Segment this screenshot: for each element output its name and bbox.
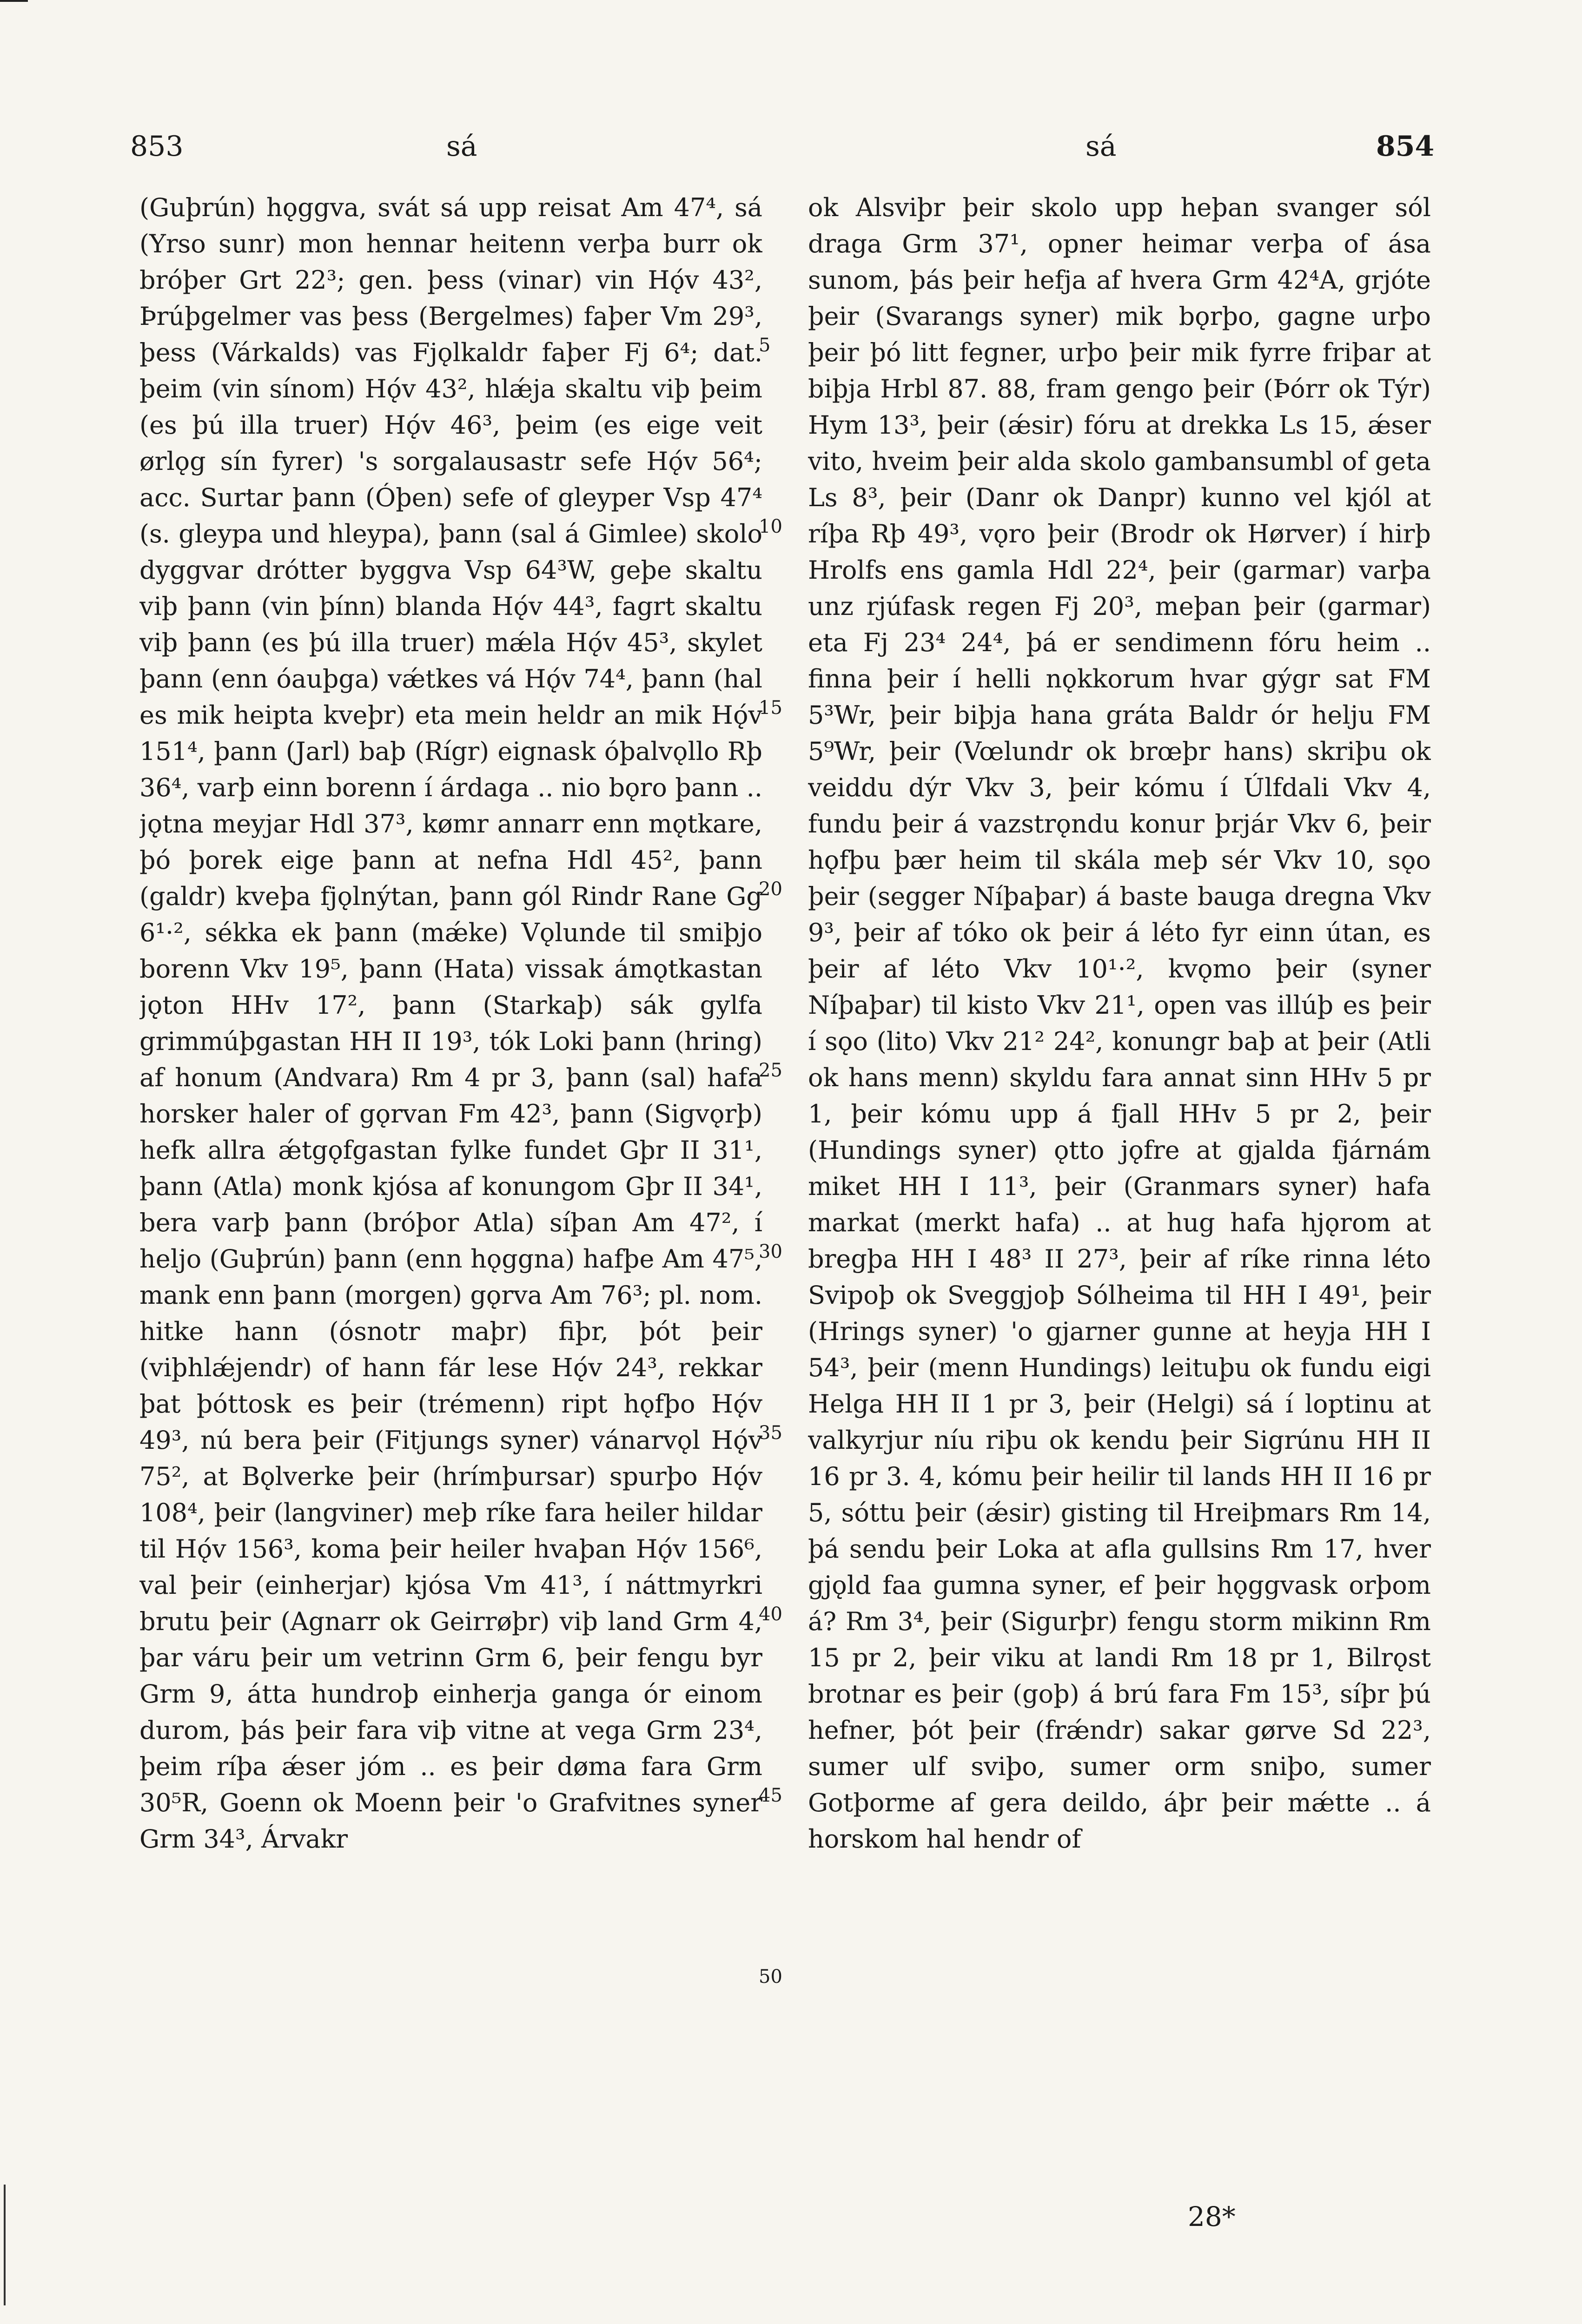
line-number: 15 [759, 697, 782, 719]
left-column-text: (Guþrún) hǫggva, svát sá upp reisat Am 47⁴, sá (Yrso sunr) mon hennar heitenn verþa burr ok bróþer Grt 22³; gen. þess (vinar) vin Hǫ́v 43², Þrúþgelmer vas þess (Bergelmes) faþer Vm 29³, þess (Várkalds) vas Fjǫlkaldr faþer Fj 6⁴; dat. þeim (vin sínom) Hǫ́v 43², hlǽja skaltu viþ þeim (es þú illa truer) Hǫ́v 46³, þeim (es eige veit ørlǫg sín fyrer) 's sorgalausastr sefe Hǫ́v 56⁴; acc. Surtar þann (Óþen) sefe of gleyper Vsp 47⁴ (s. gleypa und hleypa), þann (sal á Gimlee) skolo dyggvar drótter byggva Vsp 64³W, geþe skaltu viþ þann (vin þínn) blanda Hǫ́v 44³, fagrt skaltu viþ þann (es þú illa truer) mǽla Hǫ́v 45³, skylet þann (enn óauþga) vǽtkes vá Hǫ́v 74⁴, þann (hal es mik heipta kveþr) eta mein heldr an mik Hǫ́v 151⁴, þann (Jarl) baþ (Rígr) eignask óþalvǫllo Rþ 36⁴, varþ einn borenn í árdaga .. nio bǫro þann .. jǫtna meyjar Hdl 37³, kømr annarr enn mǫtkare, þó þorek eige þann at nefna Hdl 45², þann (galdr) kveþa fjǫlnýtan, þann gól Rindr Rane Gg 6¹·², sékka ek þann (mǽke) Vǫlunde til smiþjo borenn Vkv 19⁵, þann (Hata) vissak ámǫtkastan jǫton HHv 17², þann (Starkaþ) sák gylfa grimmúþgastan HH II 19³, tók Loki þann (hring) af honum (Andvara) Rm 4 pr 3, þann (sal) hafa horsker haler of gǫrvan Fm 42³, þann (Sigvǫrþ) hefk allra ǽtgǫfgastan fylke fundet Gþr II 31¹, þann (Atla) monk kjósa af konungom Gþr II 34¹, bera varþ þann (bróþor Atla) síþan Am 47², í heljo (Guþrún) þann (enn hǫggna) hafþe Am 47⁵, mank enn þann (morgen) gǫrva Am 76³; pl. nom. hitke hann (ósnotr maþr) fiþr, þót þeir (viþhlǽjendr) of hann fár lese Hǫ́v 24³, rekkar þat þóttosk es þeir (trémenn) ript hǫfþo Hǫ́v 49³, nú bera þeir (Fitjungs syner) vánarvǫl Hǫ́v 75², at Bǫlverke þeir (hrímþursar) spurþo Hǫ́v 108⁴, þeir (langviner) meþ ríke fara heiler hildar til Hǫ́v 156³, koma þeir heiler hvaþan Hǫ́v 156⁶, val þeir (einherjar) kjósa Vm 41³, í náttmyrkri brutu þeir (Agnarr ok Geirrøþr) viþ land Grm 4, þar váru þeir um vetrinn Grm 6, þeir fengu byr Grm 9, átta hundroþ einherja ganga ór einom durom, þás þeir fara viþ vitne at vega Grm 23⁴, þeim ríþa ǽser jóm .. es þeir døma fara Grm 30⁵R, Goenn ok Moenn þeir 'o Grafvitnes syner Grm 34³, Árvakr [139, 193, 762, 1854]
right-column-text: ok Alsviþr þeir skolo upp heþan svanger sól draga Grm 37¹, opner heimar verþa of ása sunom, þás þeir hefja af hvera Grm 42⁴A, grjóte þeir (Svarangs syner) mik bǫrþo, gagne urþo þeir þó litt fegner, urþo þeir mik fyrre friþar at biþja Hrbl 87. 88, fram gengo þeir (Þórr ok Týr) Hym 13³, þeir (ǽsir) fóru at drekka Ls 15, ǽser vito, hveim þeir alda skolo gambansumbl of geta Ls 8³, þeir (Danr ok Danpr) kunno vel kjól at ríþa Rþ 49³, vǫro þeir (Brodr ok Hørver) í hirþ Hrolfs ens gamla Hdl 22⁴, þeir (garmar) varþa unz rjúfask regen Fj 20³, meþan þeir (garmar) eta Fj 23⁴ 24⁴, þá er sendimenn fóru heim .. finna þeir í helli nǫkkorum hvar gýgr sat FM 5³Wr, þeir biþja hana gráta Baldr ór helju FM 5⁹Wr, þeir (Vœlundr ok brœþr hans) skriþu ok veiddu dýr Vkv 3, þeir kómu í Úlfdali Vkv 4, fundu þeir á vazstrǫndu konur þrjár Vkv 6, þeir hǫfþu þær heim til skála meþ sér Vkv 10, sǫo þeir (segger Níþaþar) á baste bauga dregna Vkv 9³, þeir af tóko ok þeir á léto fyr einn útan, es þeir af léto Vkv 10¹·², kvǫmo þeir (syner Níþaþar) til kisto Vkv 21¹, open vas illúþ es þeir í sǫo (lito) Vkv 21² 24², konungr baþ at þeir (Atli ok hans menn) skyldu fara annat sinn HHv 5 pr 1, þeir kómu upp á fjall HHv 5 pr 2, þeir (Hundings syner) ǫtto jǫfre at gjalda fjárnám miket HH I 11³, þeir (Granmars syner) hafa markat (merkt hafa) .. at hug hafa hjǫrom at bregþa HH I 48³ II 27³, þeir af ríke rinna léto Svipoþ ok Sveggjoþ Sólheima til HH I 49¹, þeir (Hrings syner) 'o gjarner gunne at heyja HH I 54³, þeir (menn Hundings) leituþu ok fundu eigi Helga HH II 1 pr 3, þeir (Helgi) sá í loptinu at valkyrjur níu riþu ok kendu þeir Sigrúnu HH II 16 pr 3. 4, kómu þeir heilir til lands HH II 16 pr 5, sóttu þeir (ǽsir) gisting til Hreiþmars Rm 14, þá sendu þeir Loka at afla gullsins Rm 17, hver gjǫld faa gumna syner, ef þeir hǫggvask orþom á? Rm 3⁴, þeir (Sigurþr) fengu storm mikinn Rm 15 pr 2, þeir viku at landi Rm 18 pr 1, Bilrǫst brotnar es þeir (goþ) á brú fara Fm 15³, síþr þú hefner, þót þeir (frǽndr) sakar gørve Sd 22³, sumer ulf sviþo, sumer orm sniþo, sumer Gotþorme af gera deildo, áþr þeir mǽtte .. á horskom hal hendr of [808, 193, 1431, 1854]
page-number-right: 854 [1376, 130, 1435, 163]
page-edge-mark [4, 2185, 6, 2305]
page-corner-mark [0, 0, 28, 16]
page-number-left: 853 [130, 130, 184, 163]
line-number: 25 [759, 1060, 782, 1081]
line-number: 35 [759, 1422, 782, 1444]
signature-mark: 28* [1188, 2201, 1236, 2232]
page-header [0, 130, 1582, 181]
line-number: 10 [759, 516, 782, 537]
line-number: 5 [759, 335, 771, 356]
line-number: 30 [759, 1241, 782, 1262]
line-number: 20 [759, 878, 782, 900]
line-number: 40 [759, 1604, 782, 1625]
headword-right: sá [1086, 130, 1117, 163]
line-number: 45 [759, 1785, 782, 1806]
line-number: 50 [759, 1966, 782, 1987]
headword-left: sá [446, 130, 477, 163]
